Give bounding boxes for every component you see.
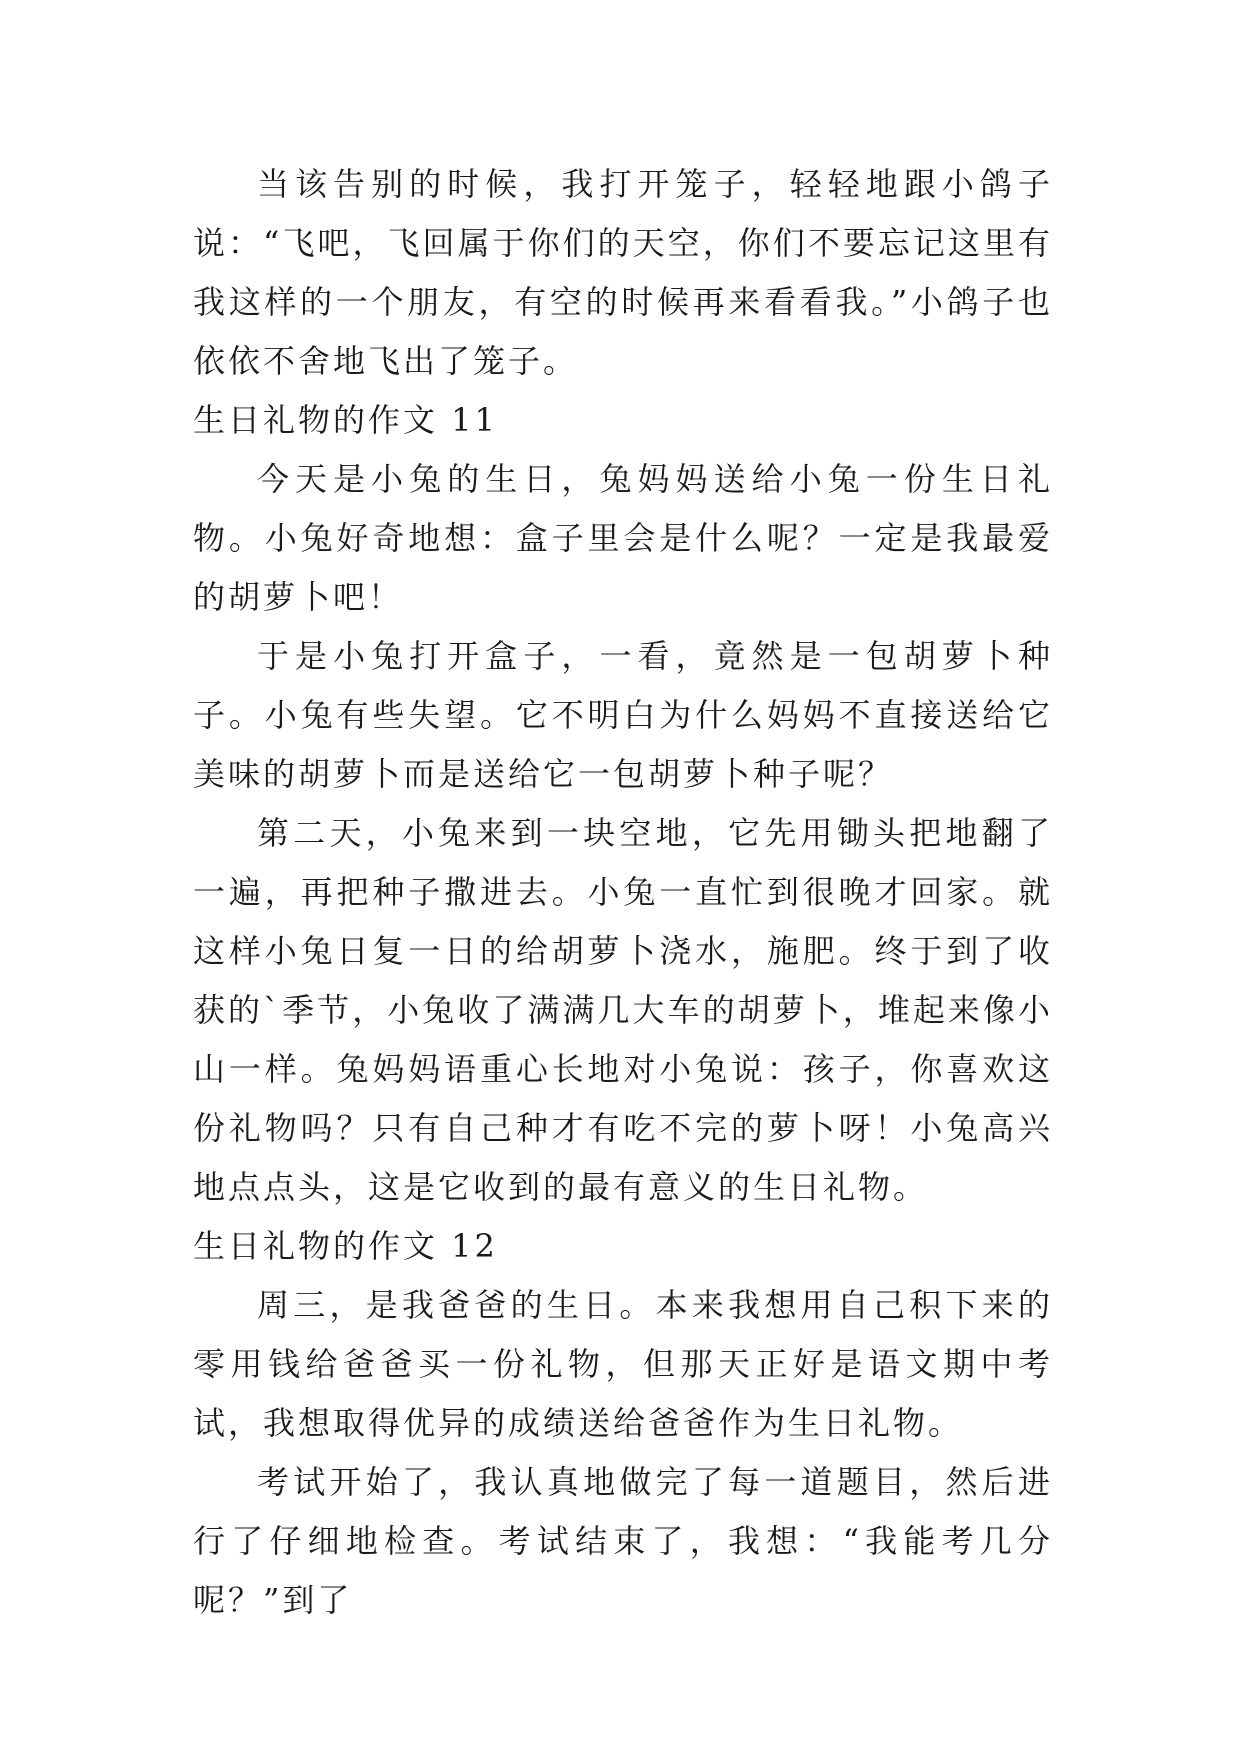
paragraph-exam: 考试开始了，我认真地做完了每一道题目，然后进行了仔细地检查。考试结束了，我想：“我能考几分呢？”到了 [193, 1463, 1053, 1619]
paragraph-carrot-seeds: 于是小兔打开盒子，一看，竟然是一包胡萝卜种子。小兔有些失望。它不明白为什么妈妈不直接送给它美味的胡萝卜而是送给它一包胡萝卜种子呢？ [193, 637, 1053, 793]
essay-heading-12: 生日礼物的作文 12 [193, 1227, 498, 1265]
paragraph-planting: 第二天，小兔来到一块空地，它先用锄头把地翻了一遍，再把种子撒进去。小兔一直忙到很晚才回家。就这样小兔日复一日的给胡萝卜浇水，施肥。终于到了收获的`季节，小兔收了满满几大车的胡萝卜，堆起来像小山一样。兔妈妈语重心长地对小兔说：孩子，你喜欢这份礼物吗？只有自己种才有吃不完的萝卜呀！小兔高兴地点点头，这是它收到的最有意义的生日礼物。 [193, 814, 1053, 1206]
essay-heading-11: 生日礼物的作文 11 [193, 401, 498, 439]
paragraph-farewell: 当该告别的时候，我打开笼子，轻轻地跟小鸽子说：“飞吧，飞回属于你们的天空，你们不要忘记这里有我这样的一个朋友，有空的时候再来看看我。”小鸽子也依依不舍地飞出了笼子。 [193, 165, 1053, 380]
document-body [193, 155, 1053, 1630]
paragraph-rabbit-birthday: 今天是小兔的生日，兔妈妈送给小兔一份生日礼物。小兔好奇地想：盒子里会是什么呢？一定是我最爱的胡萝卜吧！ [193, 460, 1053, 616]
paragraph-dad-birthday: 周三，是我爸爸的生日。本来我想用自己积下来的零用钱给爸爸买一份礼物，但那天正好是语文期中考试，我想取得优异的成绩送给爸爸作为生日礼物。 [193, 1286, 1053, 1442]
